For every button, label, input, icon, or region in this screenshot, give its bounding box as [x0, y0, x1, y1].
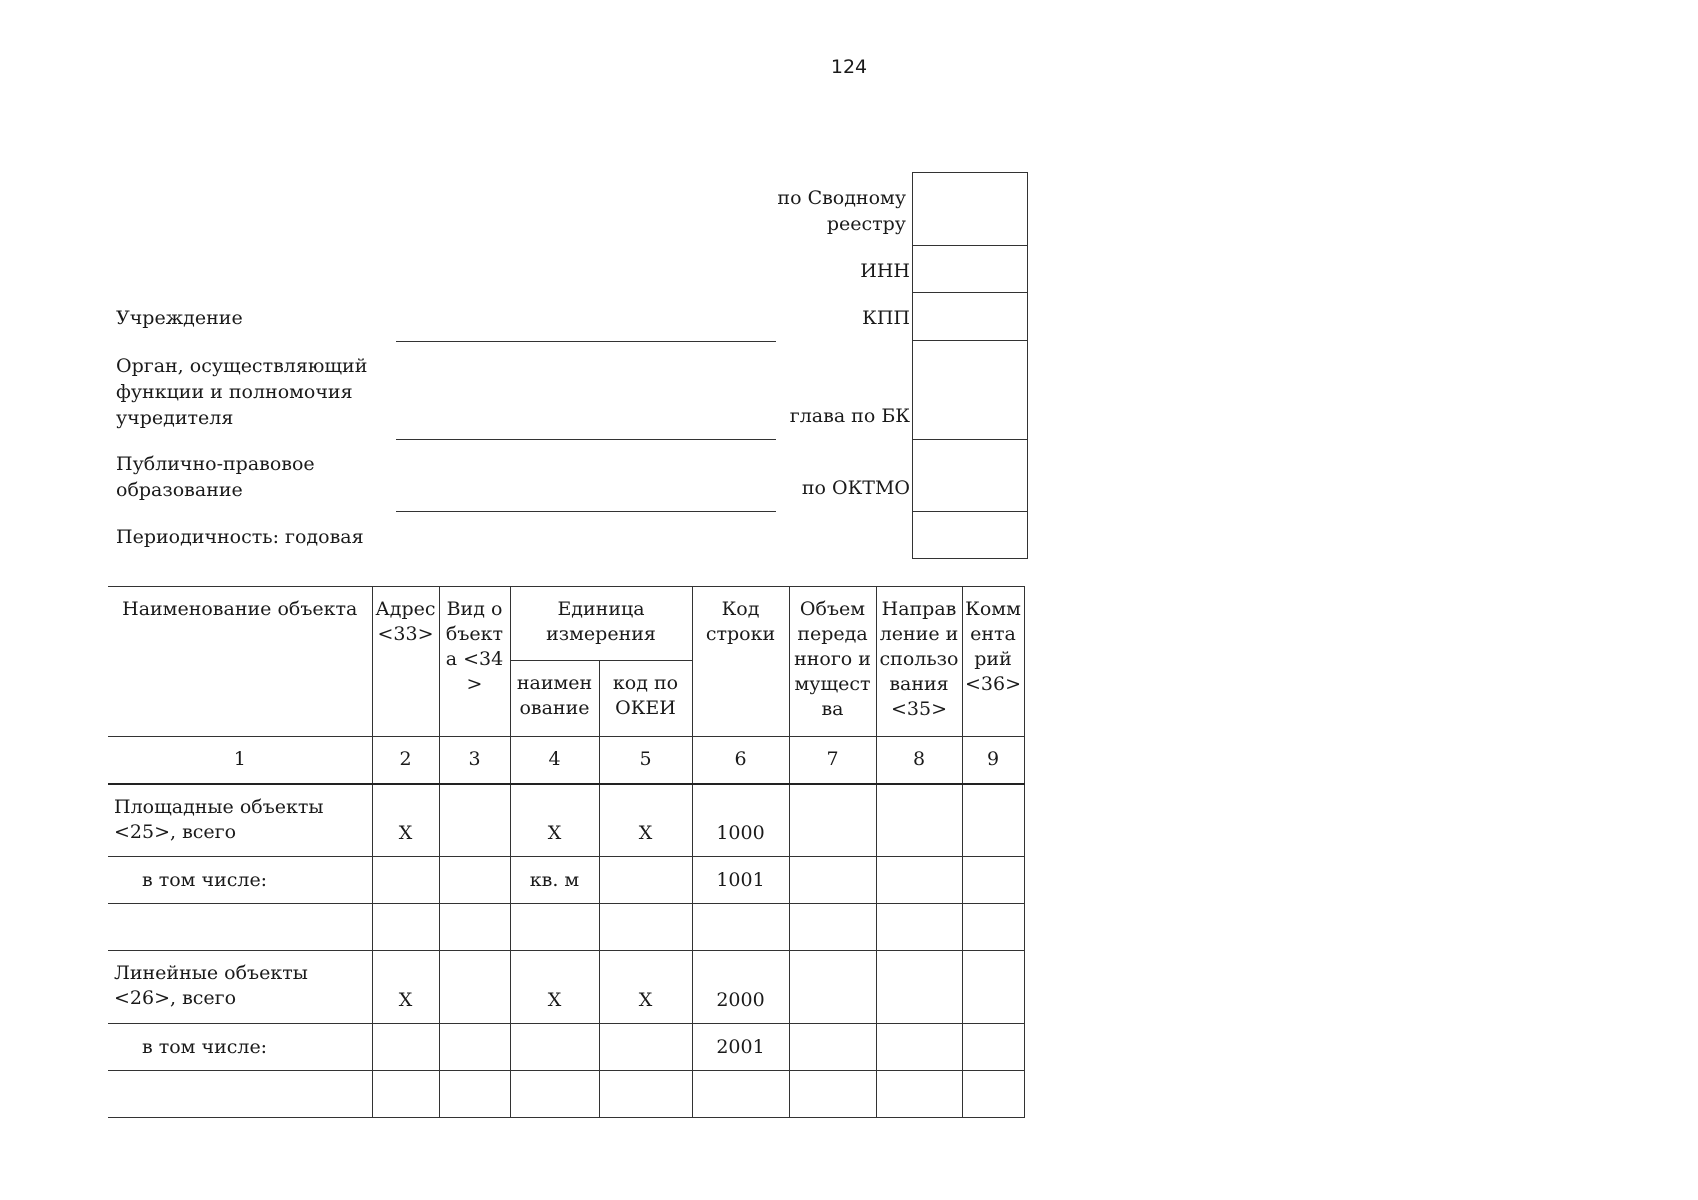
column-number: 4	[510, 737, 599, 784]
row-code-cell: 2001	[692, 1024, 789, 1071]
volume-cell[interactable]	[789, 857, 876, 904]
okei-cell[interactable]: Х	[599, 951, 692, 1024]
chapter-bk-code-box[interactable]	[912, 340, 1028, 440]
table-row	[108, 857, 1024, 904]
column-number: 3	[439, 737, 510, 784]
address-cell[interactable]	[372, 857, 439, 904]
column-number: 2	[372, 737, 439, 784]
unit-name-cell[interactable]	[510, 904, 599, 951]
type-cell[interactable]	[439, 784, 510, 857]
row-code-cell: 1001	[692, 857, 789, 904]
header-unit-name: наименование	[510, 661, 599, 737]
direction-cell[interactable]	[876, 857, 962, 904]
label-chapter-bk: глава по БК	[789, 405, 910, 427]
address-cell[interactable]	[372, 904, 439, 951]
type-cell[interactable]	[439, 857, 510, 904]
row-name: Линейные объекты <26>, всего	[108, 951, 372, 1024]
address-cell[interactable]	[372, 1024, 439, 1071]
header-object-type: Вид объекта <34>	[439, 587, 510, 737]
table-row	[108, 1024, 1024, 1071]
row-code-cell[interactable]	[692, 904, 789, 951]
column-number: 1	[108, 737, 372, 784]
row-name: Площадные объекты <25>, всего	[108, 784, 372, 857]
volume-cell[interactable]	[789, 904, 876, 951]
property-table	[108, 586, 1025, 1118]
okei-cell[interactable]	[599, 1071, 692, 1118]
founder-body-underline	[396, 439, 776, 440]
table-row	[108, 784, 1024, 857]
header-okei-code: код по ОКЕИ	[599, 661, 692, 737]
address-cell[interactable]	[372, 1071, 439, 1118]
okei-cell[interactable]	[599, 1024, 692, 1071]
direction-cell[interactable]	[876, 951, 962, 1024]
okei-cell[interactable]: Х	[599, 784, 692, 857]
column-number: 6	[692, 737, 789, 784]
header-transferred-volume: Объем переданного имущества	[789, 587, 876, 737]
okei-cell[interactable]	[599, 904, 692, 951]
volume-cell[interactable]	[789, 1071, 876, 1118]
label-founder-body: Орган, осуществляющий функции и полномочия учредителя	[116, 355, 368, 429]
comment-cell[interactable]	[962, 904, 1024, 951]
row-name: в том числе:	[108, 1024, 372, 1071]
unit-name-cell[interactable]	[510, 1071, 599, 1118]
label-consolidated-registry: по Сводному реестру	[777, 187, 906, 235]
header-usage-direction: Направление использования <35>	[876, 587, 962, 737]
unit-name-cell[interactable]: Х	[510, 951, 599, 1024]
periodicity-code-box[interactable]	[912, 511, 1028, 559]
comment-cell[interactable]	[962, 1071, 1024, 1118]
address-cell[interactable]: Х	[372, 784, 439, 857]
comment-cell[interactable]	[962, 951, 1024, 1024]
direction-cell[interactable]	[876, 904, 962, 951]
public-entity-underline	[396, 511, 776, 512]
volume-cell[interactable]	[789, 1024, 876, 1071]
label-public-entity: Публично-правовое образование	[116, 453, 315, 501]
column-number: 9	[962, 737, 1024, 784]
kpp-code-box[interactable]	[912, 292, 1028, 341]
comment-cell[interactable]	[962, 857, 1024, 904]
unit-name-cell[interactable]	[510, 1024, 599, 1071]
column-number: 7	[789, 737, 876, 784]
inn-code-box[interactable]	[912, 245, 1028, 293]
row-code-cell[interactable]	[692, 1071, 789, 1118]
header-unit: Единица измерения	[510, 587, 692, 661]
label-oktmo: по ОКТМО	[801, 477, 910, 499]
row-name: в том числе:	[108, 857, 372, 904]
label-kpp: КПП	[862, 307, 910, 329]
direction-cell[interactable]	[876, 1071, 962, 1118]
type-cell[interactable]	[439, 1071, 510, 1118]
unit-name-cell[interactable]: кв. м	[510, 857, 599, 904]
direction-cell[interactable]	[876, 1024, 962, 1071]
table-row	[108, 904, 1024, 951]
direction-cell[interactable]	[876, 784, 962, 857]
column-number: 8	[876, 737, 962, 784]
row-code-cell: 2000	[692, 951, 789, 1024]
header-address: Адрес <33>	[372, 587, 439, 737]
institution-underline	[396, 341, 776, 342]
address-cell[interactable]: Х	[372, 951, 439, 1024]
type-cell[interactable]	[439, 1024, 510, 1071]
type-cell[interactable]	[439, 904, 510, 951]
column-number: 5	[599, 737, 692, 784]
table-row	[108, 1071, 1024, 1118]
comment-cell[interactable]	[962, 784, 1024, 857]
row-name[interactable]	[108, 904, 372, 951]
label-periodicity: Периодичность: годовая	[116, 526, 364, 548]
label-institution: Учреждение	[116, 307, 243, 329]
row-code-cell: 1000	[692, 784, 789, 857]
header-comment: Комментарий <36>	[962, 587, 1024, 737]
row-name[interactable]	[108, 1071, 372, 1118]
header-object-name: Наименование объекта	[108, 587, 372, 737]
okei-cell[interactable]	[599, 857, 692, 904]
header-row-code: Код строки	[692, 587, 789, 737]
consolidated-registry-code-box[interactable]	[912, 172, 1028, 246]
type-cell[interactable]	[439, 951, 510, 1024]
comment-cell[interactable]	[962, 1024, 1024, 1071]
volume-cell[interactable]	[789, 951, 876, 1024]
unit-name-cell[interactable]: Х	[510, 784, 599, 857]
label-inn: ИНН	[860, 260, 910, 282]
table-row	[108, 951, 1024, 1024]
page-number: 124	[830, 56, 868, 78]
volume-cell[interactable]	[789, 784, 876, 857]
oktmo-code-box[interactable]	[912, 439, 1028, 512]
